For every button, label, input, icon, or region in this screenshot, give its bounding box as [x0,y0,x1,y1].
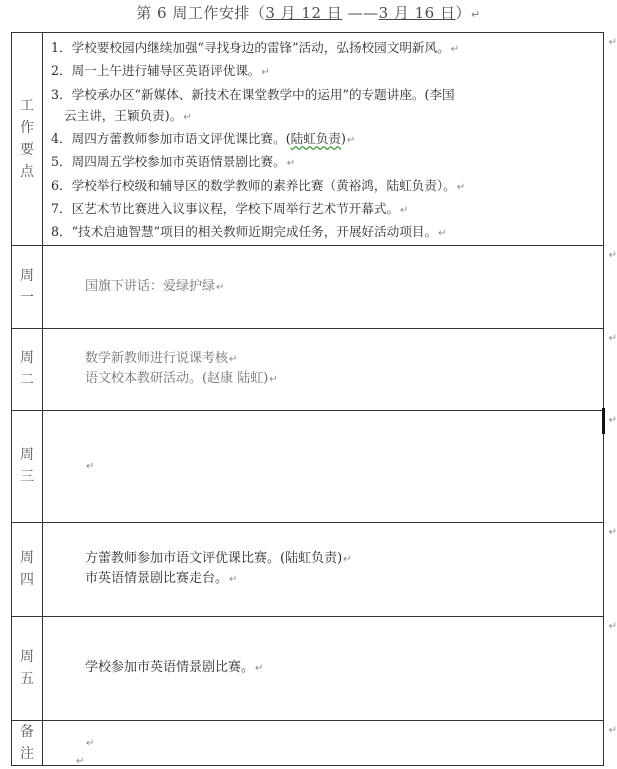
title-start-date: 3 月 12 日 [265,4,343,22]
row-end-mark-icon: ↵ [608,332,617,344]
day-label-friday: 周 五 [12,616,43,720]
list-item: 8．“技术启迪智慧”项目的相关教师近期完成任务，开展好活动项目。↵ [51,224,447,240]
day-label-thursday: 周 四 [12,522,43,616]
day-label-monday: 周 一 [12,245,43,328]
title-prefix: 第 6 周工作安排（ [136,4,266,22]
page-title [0,2,617,23]
day-label-wednesday: 周 三 [12,410,43,522]
day-cell-tuesday[interactable] [43,328,617,410]
spellcheck-underline: 陆虹负责 [290,131,341,147]
day-cell-thursday[interactable] [43,522,617,616]
notes-cell[interactable] [43,720,617,765]
day-line: 语文校本教研活动。(赵康 陆虹)↵ [85,371,278,387]
title-end-date: 3 月 16 日 [378,4,456,22]
list-item: 6．学校举行校级和辅导区的数学教师的素养比赛（黄裕鸿，陆虹负责）。↵ [51,177,466,193]
day-label-tuesday: 周 二 [12,328,43,410]
work-points-row [12,33,604,246]
day-line: 市英语情景剧比赛走台。↵ [85,571,238,587]
day-line: 方蕾教师参加市语文评优课比赛。(陆虹负责)↵ [85,551,352,567]
title-dash: —— [347,4,379,22]
row-end-mark-icon: ↵ [608,37,617,48]
day-row-thursday [12,522,604,616]
list-item: 7．区艺术节比赛进入议事议程，学校下周举行艺术节开幕式。↵ [51,201,409,217]
day-row-friday [12,616,604,720]
work-points-list [43,33,603,245]
day-cell-friday[interactable] [43,616,617,720]
notes-row [12,720,604,765]
day-line: 数学新教师进行说课考核↵ [85,351,238,367]
list-item: 1．学校要校园内继续加强“寻找身边的雷锋”活动，弘扬校园文明新风。↵ [51,40,460,55]
work-points-cell[interactable] [43,33,617,246]
day-row-monday [12,245,604,328]
list-item: 2．周一上午进行辅导区英语评优课。↵ [51,63,270,79]
row-end-mark-icon: ↵ [608,414,617,426]
day-line: ↵ [86,461,95,473]
schedule-table [11,32,617,766]
day-line: ↵ [86,737,95,749]
row-end-mark-icon: ↵ [608,526,617,538]
list-item: 4．周四方蕾教师参加市语文评优课比赛。(陆虹负责)↵ [51,131,356,147]
row-end-mark-icon: ↵ [608,620,617,632]
text-cursor [602,408,605,434]
row-end-mark-icon: ↵ [608,724,617,736]
day-row-tuesday [12,328,604,410]
return-mark-icon: ↵ [76,756,85,767]
day-line: 国旗下讲话：爱绿护绿↵ [85,278,225,294]
title-suffix: ） [455,4,472,22]
work-points-label: 工 作 要 点 [12,33,43,246]
return-mark-icon: ↵ [471,8,481,21]
list-item: 5．周四周五学校参加市英语情景剧比赛。↵ [51,154,296,170]
day-cell-monday[interactable] [43,245,617,328]
row-end-mark-icon: ↵ [608,249,617,261]
list-item: 3．学校承办区“新媒体、新技术在课堂教学中的运用”的专题讲座。(李国 [51,86,455,102]
notes-label: 备 注 [12,720,43,765]
list-item: 云主讲，王颖负责)。↵ [64,107,192,123]
day-row-wednesday [12,410,604,522]
day-cell-wednesday[interactable] [43,410,617,522]
day-line: 学校参加市英语情景剧比赛。↵ [85,660,264,676]
